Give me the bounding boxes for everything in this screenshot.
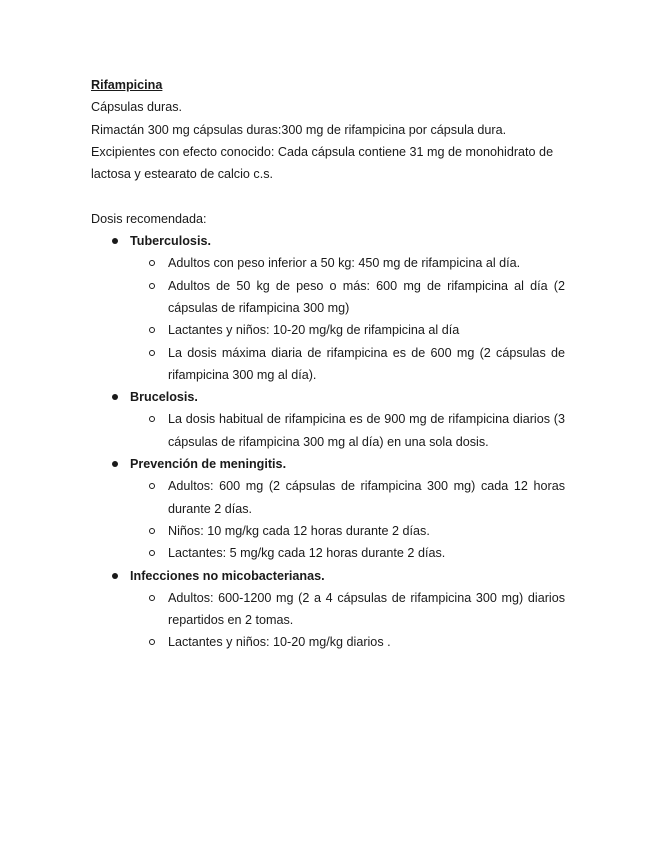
list-item-text: La dosis máxima diaria de rifampicina es de 600 mg (2 cápsulas de rifampicina 300 mg al día). bbox=[168, 345, 565, 382]
section-items bbox=[130, 408, 565, 453]
dosage-heading: Dosis recomendada: bbox=[91, 211, 207, 226]
intro-line: Excipientes con efecto conocido: Cada cápsula contiene 31 mg de monohidrato de bbox=[91, 144, 554, 159]
hollow-bullet-icon bbox=[149, 483, 155, 489]
section-infecciones bbox=[91, 565, 565, 654]
list-item bbox=[130, 408, 565, 453]
list-item-text: Lactantes: 5 mg/kg cada 12 horas durante 2 días. bbox=[168, 546, 446, 561]
section-items bbox=[130, 475, 565, 564]
list-item bbox=[130, 342, 565, 387]
hollow-bullet-icon bbox=[149, 416, 155, 422]
intro-line: Cápsulas duras. bbox=[91, 100, 183, 115]
list-item bbox=[130, 252, 565, 274]
section-meningitis bbox=[91, 453, 565, 564]
section-tuberculosis bbox=[91, 230, 565, 386]
hollow-bullet-icon bbox=[149, 528, 155, 534]
section-label: Infecciones no micobacterianas. bbox=[130, 568, 325, 583]
intro-line: lactosa y estearato de calcio c.s. bbox=[91, 167, 274, 182]
paragraph-gap bbox=[91, 185, 565, 207]
section-items bbox=[130, 252, 565, 386]
list-item-text: Adultos con peso inferior a 50 kg: 450 mg de rifampicina al día. bbox=[168, 256, 521, 271]
dosage-sections-list bbox=[91, 230, 565, 654]
list-item-text: Lactantes y niños: 10-20 mg/kg de rifampicina al día bbox=[168, 323, 460, 338]
filled-bullet-icon bbox=[112, 238, 118, 244]
filled-bullet-icon bbox=[112, 394, 118, 400]
list-item-text: Lactantes y niños: 10-20 mg/kg diarios . bbox=[168, 635, 391, 650]
intro-line: Rimactán 300 mg cápsulas duras:300 mg de rifampicina por cápsula dura. bbox=[91, 122, 507, 137]
list-item-text: Adultos: 600 mg (2 cápsulas de rifampicina 300 mg) cada 12 horas durante 2 días. bbox=[168, 479, 565, 516]
list-item bbox=[130, 319, 565, 341]
list-item bbox=[130, 587, 565, 632]
document-body bbox=[91, 74, 565, 654]
section-items bbox=[130, 587, 565, 654]
hollow-bullet-icon bbox=[149, 639, 155, 645]
hollow-bullet-icon bbox=[149, 260, 155, 266]
section-label: Tuberculosis. bbox=[130, 234, 211, 249]
list-item bbox=[130, 475, 565, 520]
list-item bbox=[130, 542, 565, 564]
list-item-text: Adultos: 600-1200 mg (2 a 4 cápsulas de rifampicina 300 mg) diarios repartidos en 2 tomas. bbox=[168, 590, 565, 628]
filled-bullet-icon bbox=[112, 573, 118, 579]
hollow-bullet-icon bbox=[149, 595, 155, 601]
list-item bbox=[130, 631, 565, 653]
list-item-text: Adultos de 50 kg de peso o más: 600 mg de rifampicina al día (2 cápsulas de rifampicina 300 mg) bbox=[168, 278, 565, 315]
hollow-bullet-icon bbox=[149, 350, 155, 356]
list-item bbox=[130, 275, 565, 320]
hollow-bullet-icon bbox=[149, 283, 155, 289]
list-item-text: La dosis habitual de rifampicina es de 900 mg de rifampicina diarios (3 cápsulas de rifampicina 300 mg al día) en una sola dosis. bbox=[168, 412, 565, 449]
filled-bullet-icon bbox=[112, 461, 118, 467]
hollow-bullet-icon bbox=[149, 327, 155, 333]
section-label: Prevención de meningitis. bbox=[130, 457, 287, 472]
hollow-bullet-icon bbox=[149, 550, 155, 556]
document-title: Rifampicina bbox=[91, 78, 163, 92]
list-item bbox=[130, 520, 565, 542]
list-item-text: Niños: 10 mg/kg cada 12 horas durante 2 días. bbox=[168, 523, 430, 538]
section-brucelosis bbox=[91, 386, 565, 453]
section-label: Brucelosis. bbox=[130, 390, 198, 405]
